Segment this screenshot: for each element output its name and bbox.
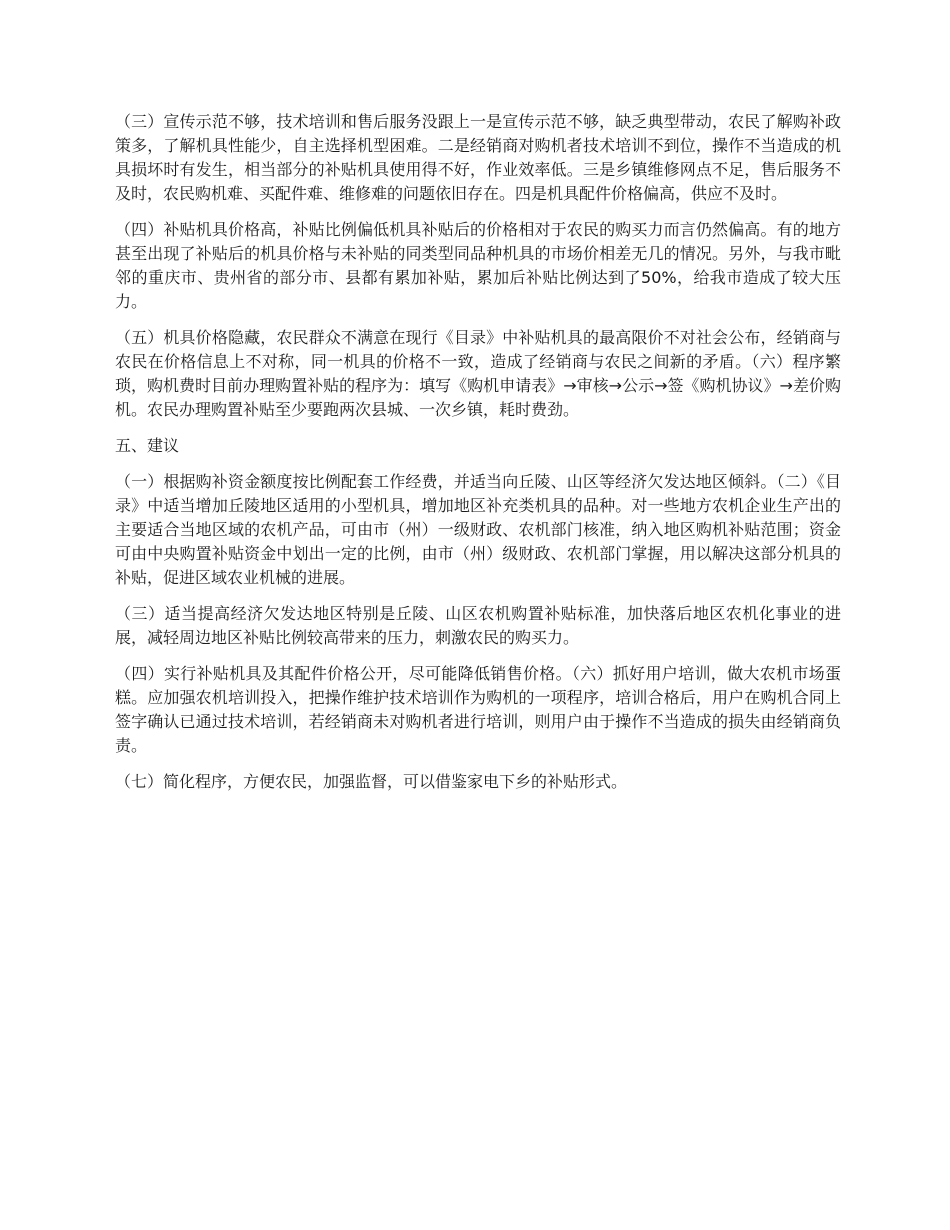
section-heading-suggestions: 五、建议 bbox=[115, 436, 180, 455]
paragraph-price-hidden: （五）机具价格隐藏，农民群众不满意在现行《目录》中补贴机具的最高限价不对社会公布，经销商与农民在价格信息上不对称，同一机具的价格不一致，造成了经销商与农民之间新的矛盾。（六）程序繁琐，购机费时目前办理购置补贴的程序为：填写《购机申请表》→审核→公示→签《购机协议》→差价购机。农民办理购置补贴至少要跑两次县城、一次乡镇，耗时费劲。 bbox=[115, 328, 841, 419]
paragraph-suggestion-price-public: （四）实行补贴机具及其配件价格公开，尽可能降低销售价格。（六）抓好用户培训，做大农机市场蛋糕。应加强农机培训投入，把操作维护技术培训作为购机的一项程序，培训合格后，用户在购机合同上签字确认已通过技术培训，若经销商未对购机者进行培训，则用户由于操作不当造成的损失由经销商负责。 bbox=[115, 664, 841, 755]
paragraph-suggestion-simplify: （七）简化程序，方便农民，加强监督，可以借鉴家电下乡的补贴形式。 bbox=[115, 772, 628, 791]
document-page bbox=[115, 110, 841, 806]
paragraph-machine-price: （四）补贴机具价格高，补贴比例偏低机具补贴后的价格相对于农民的购买力而言仍然偏高。有的地方甚至出现了补贴后的机具价格与未补贴的同类型同品种机具的市场价相差无几的情况。另外，与我市毗邻的重庆市、贵州省的部分市、县都有累加补贴，累加后补贴比例达到了50%，给我市造成了较大压力。 bbox=[115, 220, 841, 311]
paragraph-suggestion-subsidy-standard: （三）适当提高经济欠发达地区特别是丘陵、山区农机购置补贴标准，加快落后地区农机化事业的进展，减轻周边地区补贴比例较高带来的压力，刺激农民的购买力。 bbox=[115, 604, 841, 647]
paragraph-suggestion-funding: （一）根据购补资金额度按比例配套工作经费，并适当向丘陵、山区等经济欠发达地区倾斜。（二）《目录》中适当增加丘陵地区适用的小型机具，增加地区补充类机具的品种。对一些地方农机企业生产出的主要适合当地区域的农机产品，可由市（州）一级财政、农机部门核准，纳入地区购机补贴范围；资金可由中央购置补贴资金中划出一定的比例，由市（州）级财政、农机部门掌握，用以解决这部分机具的补贴，促进区域农业机械的进展。 bbox=[115, 472, 841, 587]
paragraph-publicity: （三）宣传示范不够，技术培训和售后服务没跟上一是宣传示范不够，缺乏典型带动，农民了解购补政策多，了解机具性能少，自主选择机型困难。二是经销商对购机者技术培训不到位，操作不当造成的机具损坏时有发生，相当部分的补贴机具使用得不好，作业效率低。三是乡镇维修网点不足，售后服务不及时，农民购机难、买配件难、维修难的问题依旧存在。四是机具配件价格偏高，供应不及时。 bbox=[115, 112, 841, 203]
